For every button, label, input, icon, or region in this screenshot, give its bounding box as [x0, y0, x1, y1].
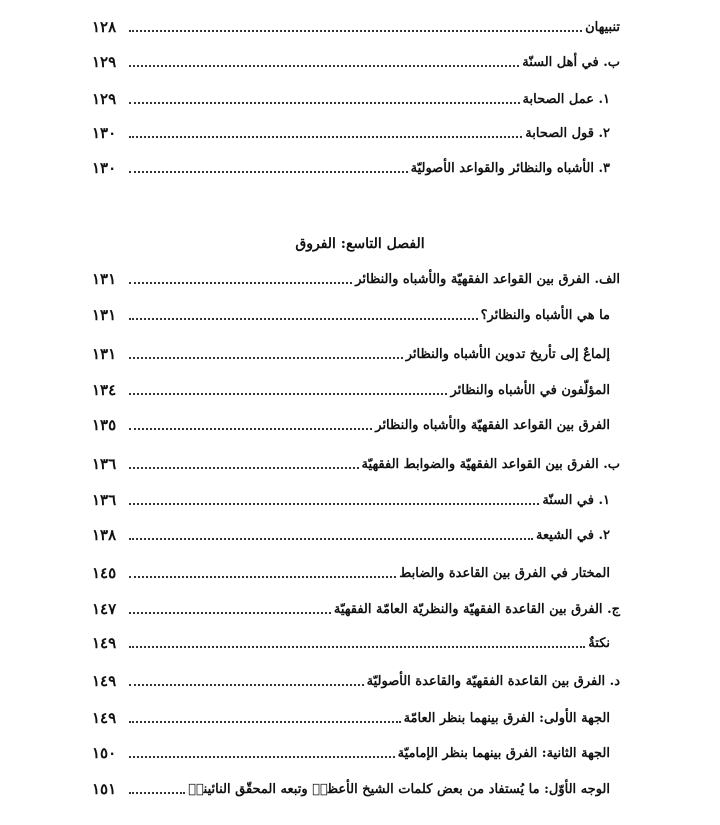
toc-entry: [92, 776, 610, 802]
dot-leader: [129, 345, 403, 359]
toc-entry: [92, 596, 620, 622]
toc-entry-page: ١٣٠: [92, 124, 117, 142]
dot-leader: [129, 124, 522, 138]
toc-entry-page: ١٥٠: [92, 744, 117, 762]
toc-entry: [92, 341, 610, 367]
toc-entry: [92, 630, 610, 656]
toc-entry-title: الفرق بين القواعد الفقهيّة والأشباه والنظائر: [375, 417, 610, 433]
toc-entry: [92, 560, 610, 586]
dot-leader: [129, 564, 396, 578]
dot-leader: [129, 672, 364, 686]
dot-leader: [129, 18, 582, 32]
toc-entry-title: المختار في الفرق بين القاعدة والضابط: [399, 565, 610, 581]
toc-entry: [92, 86, 610, 112]
toc-entry-title: الجهة الثانية: الفرق بينهما بنظر الإماميّة: [397, 745, 610, 761]
toc-entry: [92, 412, 610, 438]
toc-entry: [92, 377, 610, 403]
toc-entry-page: ١٤٥: [92, 564, 117, 582]
toc-entry: [92, 668, 620, 694]
toc-entry-page: ١٣١: [92, 306, 117, 324]
toc-entry-page: ١٤٩: [92, 709, 117, 727]
toc-entry: [92, 14, 620, 40]
toc-entry-title: ٢. قول الصحابة: [525, 125, 610, 141]
dot-leader: [129, 159, 408, 173]
toc-entry-title: ب. في أهل السنّة: [522, 54, 620, 70]
toc-entry: [92, 522, 610, 548]
toc-entry-page: ١٣١: [92, 345, 117, 363]
toc-entry-title: نكتةٌ: [588, 635, 610, 651]
toc-entry-page: ١٢٩: [92, 53, 117, 71]
toc-entry-title: ٢. في الشيعة: [536, 527, 610, 543]
dot-leader: [129, 744, 395, 758]
section-heading: الفصل التاسع: الفروق: [295, 236, 425, 252]
toc-entry-page: ١٢٩: [92, 90, 117, 108]
toc-entry: [92, 49, 620, 75]
toc-entry: [92, 740, 610, 766]
dot-leader: [129, 90, 520, 104]
toc-entry-page: ١٣٠: [92, 159, 117, 177]
dot-leader: [129, 416, 372, 430]
dot-leader: [129, 381, 447, 395]
dot-leader: [129, 270, 352, 284]
toc-entry-title: الوجه الأوّل: ما يُستفاد من بعض كلمات الشيخ الأعظمؒ وتبعه المحقّق النائينيؒ: [188, 781, 610, 797]
toc-entry: [92, 302, 610, 328]
toc-entry-page: ١٤٩: [92, 634, 117, 652]
toc-entry-page: ١٤٧: [92, 600, 117, 618]
toc-entry-title: الف. الفرق بين القواعد الفقهيّة والأشباه والنظائر: [355, 271, 620, 287]
dot-leader: [129, 53, 519, 67]
toc-entry-page: ١٣٨: [92, 526, 117, 544]
dot-leader: [129, 634, 585, 648]
toc-entry-page: ١٤٩: [92, 672, 117, 690]
toc-entry-title: الجهة الأولى: الفرق بينهما بنظر العامّة: [403, 710, 610, 726]
toc-entry-title: ١. عمل الصحابة: [522, 91, 610, 107]
toc-entry-title: إلماعٌ إلى تأريخ تدوين الأشباه والنظائر: [405, 346, 610, 362]
dot-leader: [129, 709, 401, 723]
dot-leader: [129, 491, 539, 505]
toc-entry-page: ١٥١: [92, 780, 117, 798]
toc-entry-title: تنبيهان: [585, 19, 620, 35]
toc-entry-page: ١٣٥: [92, 416, 117, 434]
toc-entry: [92, 451, 620, 477]
dot-leader: [129, 600, 331, 614]
dot-leader: [129, 455, 359, 469]
toc-entry-title: المؤلّفون في الأشباه والنظائر: [450, 382, 610, 398]
toc-entry-page: ١٢٨: [92, 18, 117, 36]
dot-leader: [129, 306, 478, 320]
dot-leader: [129, 780, 185, 794]
toc-entry-title: ٣. الأشباه والنظائر والقواعد الأصوليّة: [410, 160, 610, 176]
toc-entry-title: ج. الفرق بين القاعدة الفقهيّة والنظريّة العامّة الفقهيّة: [333, 601, 620, 617]
toc-entry-title: د. الفرق بين القاعدة الفقهيّة والقاعدة الأصوليّة: [366, 673, 620, 689]
toc-entry: [92, 120, 610, 146]
toc-entry-page: ١٣٦: [92, 491, 117, 509]
toc-entry-page: ١٣١: [92, 270, 117, 288]
toc-entry-page: ١٣٤: [92, 381, 117, 399]
toc-entry-title: ما هي الأشباه والنظائر؟: [480, 307, 610, 323]
toc-entry: [92, 266, 620, 292]
dot-leader: [129, 526, 533, 540]
toc-entry: [92, 155, 610, 181]
toc-entry: [92, 487, 610, 513]
toc-entry-title: ١. في السنّة: [542, 492, 610, 508]
toc-entry-title: ب. الفرق بين القواعد الفقهيّة والضوابط الفقهيّة: [361, 456, 620, 472]
toc-entry-page: ١٣٦: [92, 455, 117, 473]
toc-entry: [92, 705, 610, 731]
